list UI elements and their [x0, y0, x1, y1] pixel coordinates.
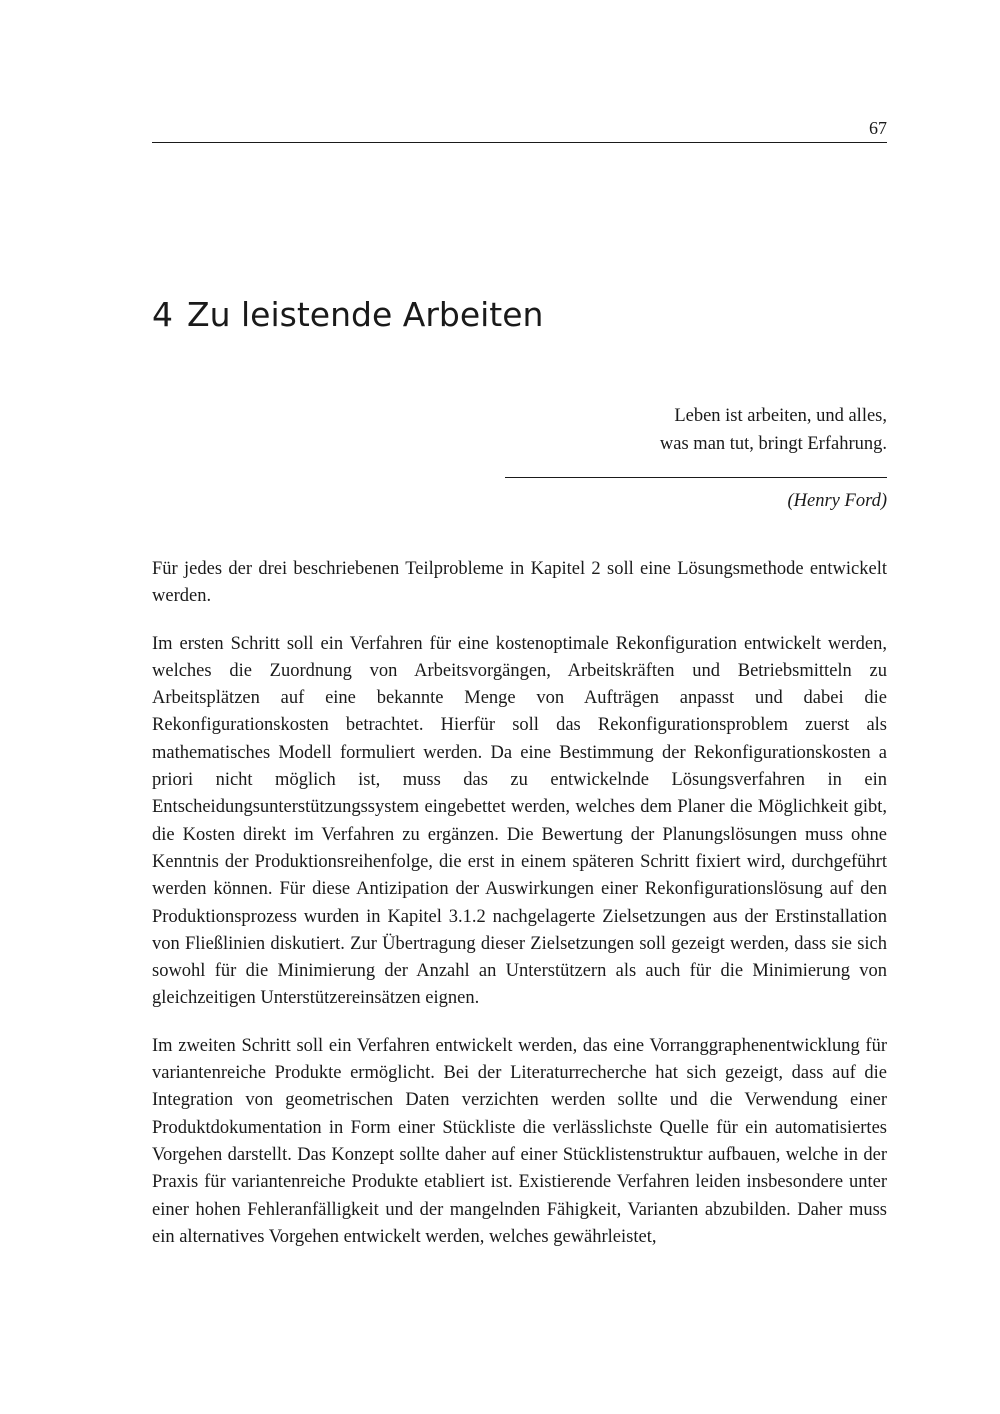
paragraph-2: Im ersten Schritt soll ein Verfahren für eine kostenoptimale Rekonfiguration entwickelt werden, welches die Zuordnung von Arbeitsvorgängen, Arbeitskräften und Betriebsmitteln zu Arbeitsplätzen auf eine bekannte Menge von Aufträgen anpasst und dabei die Rekonfigurationskosten betrachtet. Hierfür soll das Rekonfigurationsproblem zuerst als mathematisches Modell formuliert werden. Da eine Bestimmung der Rekonfigurationskosten a priori nicht möglich ist, muss das zu entwickelnde Lösungsverfahren in ein Entscheidungsunterstützungssystem eingebettet werden, welches dem Planer die Möglichkeit gibt, die Kosten direkt im Verfahren zu ergänzen. Die Bewertung der Planungslösungen muss ohne Kenntnis der Produktionsreihenfolge, die erst in einem späteren Schritt fixiert wird, durchgeführt werden können. Für diese Antizipation der Auswirkungen einer Rekonfigurationslösung auf den Produktionsprozess wurden in Kapitel 3.1.2 nachgelagerte Zielsetzungen aus der Erstinstallation von Fließlinien diskutiert. Zur Übertragung dieser Zielsetzungen soll gezeigt werden, dass sie sich sowohl für die Minimierung der Anzahl an Unterstützern als auch für die Minimierung von gleichzeitigen Unterstützereinsätzen eignen.	[152, 633, 887, 1009]
epigraph-line-2: was man tut, bringt Erfahrung.	[659, 434, 887, 454]
chapter-title: Zu leistende Arbeiten	[187, 295, 544, 334]
page-number: 67	[869, 118, 887, 138]
epigraph	[505, 402, 887, 515]
body-text	[152, 556, 887, 1271]
epigraph-line-1: Leben ist arbeiten, und alles,	[674, 406, 887, 426]
paragraph-1: Für jedes der drei beschriebenen Teilprobleme in Kapitel 2 soll eine Lösungsmethode entwickelt werden.	[152, 559, 887, 607]
epigraph-rule	[505, 477, 887, 478]
epigraph-author: (Henry Ford)	[787, 491, 887, 511]
chapter-heading	[152, 293, 543, 337]
chapter-number: 4	[152, 295, 173, 334]
paragraph-3: Im zweiten Schritt soll ein Verfahren entwickelt werden, das eine Vorranggraphenentwicklung für variantenreiche Produkte ermöglicht. Bei der Literaturrecherche hat sich gezeigt, dass auf die Integration von geometrischen Daten verzichten werden sollte und die Verwendung einer Produktdokumentation in Form einer Stückliste die verlässlichste Quelle für ein automatisiertes Vorgehen darstellt. Das Konzept sollte daher auf einer Stücklistenstruktur aufbauen, welche in der Praxis für variantenreiche Produkte etabliert ist. Existierende Verfahren leiden insbesondere unter einer hohen Fehleranfälligkeit und der mangelnden Fähigkeit, Varianten abzubilden. Daher muss ein alternatives Vorgehen entwickelt werden, welches gewährleistet,	[152, 1035, 887, 1247]
header-rule	[152, 142, 887, 143]
